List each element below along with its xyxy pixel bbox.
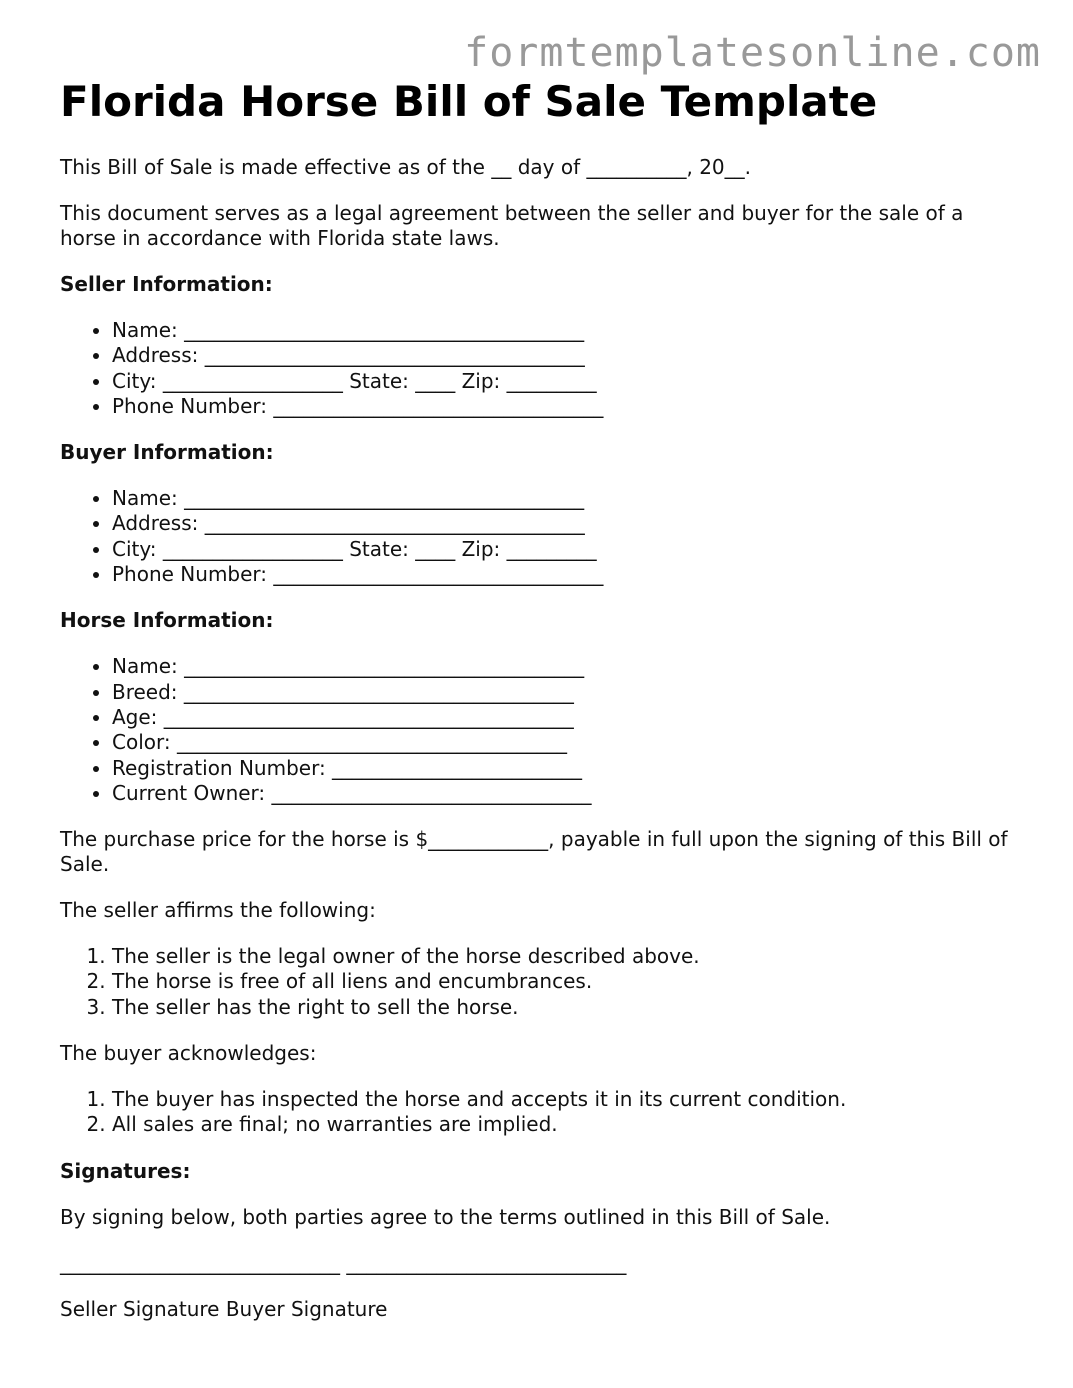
buyer-name-field: • Name: ________________________________________	[112, 486, 1020, 511]
buyer-acknowledgement-item: 2. All sales are final; no warranties are implied.	[112, 1112, 1020, 1137]
horse-name-field: • Name: ________________________________________	[112, 654, 1020, 679]
buyer-phone-field: • Phone Number: _________________________________	[112, 562, 1020, 587]
seller-address-field: • Address: ______________________________________	[112, 343, 1020, 368]
horse-color-field: • Color: _______________________________________	[112, 730, 1020, 755]
seller-phone-field: • Phone Number: _________________________________	[112, 394, 1020, 419]
purchase-price-text: The purchase price for the horse is $____________, payable in full upon the signing of this Bill of Sale.	[60, 827, 1008, 877]
seller-affirmation-item: 1. The seller is the legal owner of the horse described above.	[112, 944, 1020, 969]
signature-labels: Seller Signature Buyer Signature	[60, 1296, 388, 1321]
horse-breed-field: • Breed: _______________________________________	[112, 680, 1020, 705]
purpose-text: This document serves as a legal agreement between the seller and buyer for the sale of a horse in accordance with Florida state laws.	[60, 201, 964, 250]
buyer-info-heading: Buyer Information:	[60, 440, 274, 465]
site-watermark: formtemplatesonline.com	[464, 30, 1041, 76]
seller-info-heading: Seller Information:	[60, 272, 273, 296]
buyer-info-list	[60, 486, 1020, 587]
seller-affirmation-item: 2. The horse is free of all liens and encumbrances.	[112, 969, 1020, 994]
seller-affirms-intro: The seller affirms the following:	[60, 898, 376, 923]
seller-city-state-zip-field: • City: __________________ State: ____ Zip: _________	[112, 369, 1020, 394]
buyer-address-field: • Address: ______________________________________	[112, 511, 1020, 536]
buyer-city-state-zip-field: • City: __________________ State: ____ Zip: _________	[112, 537, 1020, 562]
horse-age-field: • Age: _________________________________________	[112, 705, 1020, 730]
horse-info-heading: Horse Information:	[60, 608, 274, 633]
horse-current-owner-field: • Current Owner: ________________________________	[112, 781, 1020, 806]
effective-date-text: This Bill of Sale is made effective as of the __ day of __________, 20__.	[60, 155, 751, 179]
seller-affirms-list	[60, 944, 1020, 1020]
signatures-heading: Signatures:	[60, 1158, 191, 1183]
buyer-acknowledges-list	[60, 1087, 1020, 1138]
seller-name-field: • Name: ________________________________________	[112, 318, 1020, 343]
horse-info-list	[60, 654, 1020, 806]
signature-lines: ____________________________ ____________________________	[60, 1250, 627, 1275]
document-page	[60, 76, 1020, 1322]
seller-info-list	[60, 318, 1020, 419]
document-title: Florida Horse Bill of Sale Template	[60, 77, 878, 126]
signatures-statement: By signing below, both parties agree to the terms outlined in this Bill of Sale.	[60, 1204, 831, 1229]
horse-registration-field: • Registration Number: _________________________	[112, 756, 1020, 781]
buyer-acknowledgement-item: 1. The buyer has inspected the horse and accepts it in its current condition.	[112, 1087, 1020, 1112]
buyer-acknowledges-intro: The buyer acknowledges:	[60, 1041, 317, 1066]
seller-affirmation-item: 3. The seller has the right to sell the horse.	[112, 995, 1020, 1020]
